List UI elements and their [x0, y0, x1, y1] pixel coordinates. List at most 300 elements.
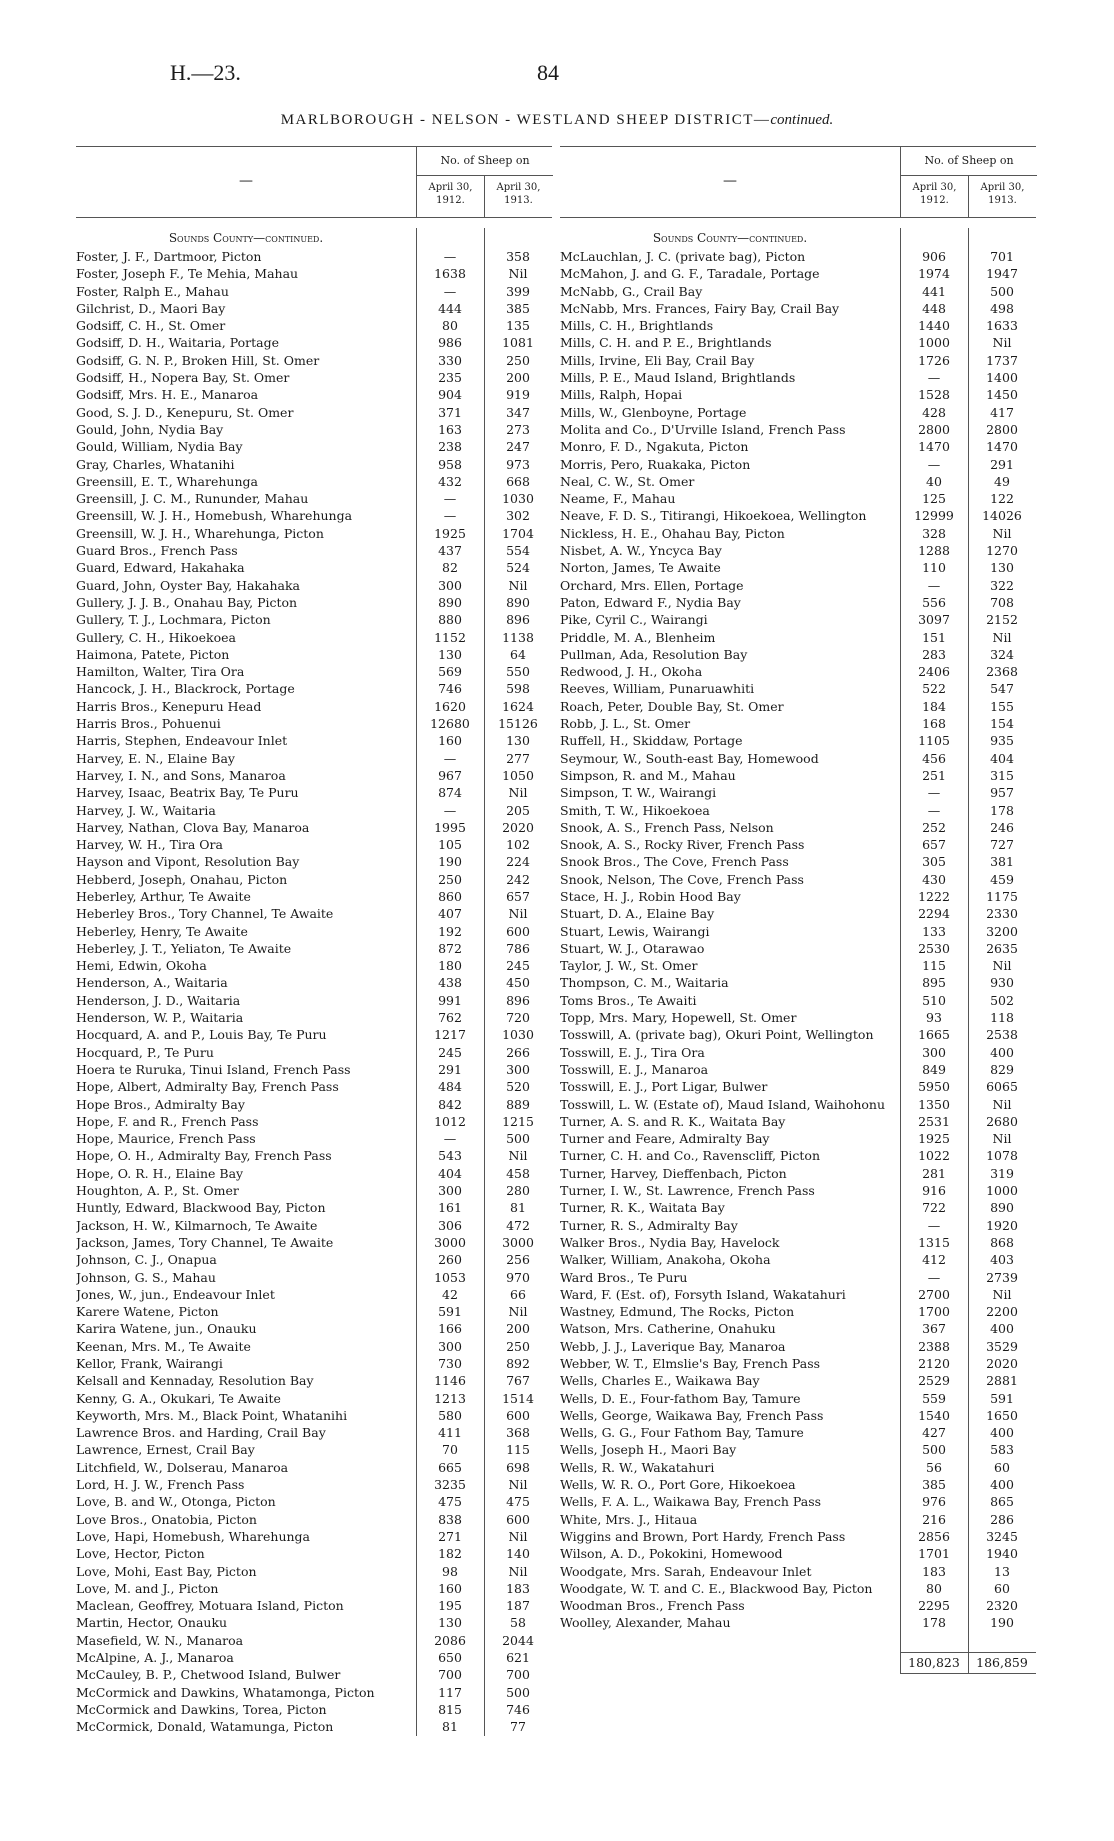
table-row: [560, 923, 1036, 940]
owner-name: Morris, Pero, Ruakaka, Picton: [560, 456, 751, 472]
sheep-1912: 411: [438, 1425, 462, 1441]
owner-name: Hoera te Ruruka, Tinui Island, French Pass: [76, 1061, 351, 1077]
sheep-1912: 2406: [918, 664, 950, 680]
table-row: [560, 853, 1036, 870]
sheep-1913: 930: [990, 975, 1014, 991]
owner-name: Snook, Nelson, The Cove, French Pass: [560, 871, 804, 887]
table-row: [76, 386, 552, 403]
sheep-1912: 2120: [918, 1356, 950, 1371]
sheep-1913: 2739: [986, 1269, 1018, 1285]
sheep-1913: Nil: [992, 958, 1012, 974]
owner-name: Wells, F. A. L., Waikawa Bay, French Pass: [560, 1494, 822, 1510]
title-continued: continued.: [770, 112, 834, 128]
sheep-1912: 93: [926, 1010, 942, 1026]
sheep-1912: 192: [438, 923, 462, 939]
sheep-1913: 1737: [986, 352, 1018, 368]
table-row: [76, 1355, 552, 1372]
sheep-1912: 1925: [434, 525, 466, 541]
table-row: [560, 283, 1036, 300]
sheep-1912: 190: [438, 854, 462, 870]
owner-name: Stuart, Lewis, Wairangi: [560, 923, 710, 939]
owner-name: Woolley, Alexander, Mahau: [560, 1615, 731, 1631]
sheep-1913: 520: [506, 1079, 530, 1095]
sheep-1913: 767: [506, 1373, 530, 1389]
owner-name: Turner, A. S. and R. K., Waitata Bay: [560, 1113, 786, 1129]
sheep-1912: 300: [922, 1044, 946, 1060]
sheep-1912: 110: [922, 560, 946, 576]
table-row: [76, 473, 552, 490]
sheep-1912: 500: [922, 1442, 946, 1458]
table-row: [76, 940, 552, 957]
table-row: [76, 646, 552, 663]
owner-name: Watson, Mrs. Catherine, Onahuku: [560, 1321, 776, 1337]
sheep-1912: 976: [922, 1494, 946, 1510]
table-row: [76, 438, 552, 455]
table-row: [76, 680, 552, 697]
right-column: [560, 146, 1036, 1674]
sheep-1912: —: [443, 802, 457, 818]
table-row: [76, 594, 552, 611]
owner-name: Good, S. J. D., Kenepuru, St. Omer: [76, 404, 294, 420]
table-row: [560, 352, 1036, 369]
sheep-1912: —: [443, 508, 457, 524]
table-row: [560, 1234, 1036, 1251]
table-row: [76, 1459, 552, 1476]
sheep-1913: 400: [990, 1321, 1014, 1337]
owner-name: Wells, George, Waikawa Bay, French Pass: [560, 1407, 824, 1423]
table-row: [76, 507, 552, 524]
table-row: [560, 404, 1036, 421]
sheep-1912: 522: [922, 681, 946, 697]
sheep-1913: 246: [990, 819, 1014, 835]
table-row: [76, 1217, 552, 1234]
sheep-1912: 2295: [918, 1598, 950, 1614]
sheep-1912: 245: [438, 1044, 462, 1060]
sheep-1913: 720: [506, 1010, 530, 1026]
table-row: [76, 1718, 552, 1735]
sheep-1913: 600: [506, 923, 530, 939]
sheep-1913: 242: [506, 871, 530, 887]
table-row: [560, 905, 1036, 922]
sheep-1912: 371: [438, 404, 462, 420]
table-row: [76, 1147, 552, 1164]
owner-name: Gilchrist, D., Maori Bay: [76, 300, 226, 316]
sheep-1912: 1528: [918, 387, 950, 403]
owner-name: Mills, Irvine, Eli Bay, Crail Bay: [560, 352, 755, 368]
table-row: [76, 853, 552, 870]
table-row: [560, 1390, 1036, 1407]
owner-name: Wilson, A. D., Pokokini, Homewood: [560, 1546, 783, 1562]
owner-name: Harvey, Nathan, Clova Bay, Manaroa: [76, 819, 310, 835]
owner-name: Hebberd, Joseph, Onahau, Picton: [76, 871, 288, 887]
sheep-1912: —: [443, 750, 457, 766]
table-row: [560, 888, 1036, 905]
sheep-1913: 385: [506, 300, 530, 316]
sheep-1913: 417: [990, 404, 1014, 420]
sheep-1913: 115: [506, 1442, 530, 1458]
owner-name: Greensill, E. T., Wharehunga: [76, 473, 258, 489]
sheep-1913: 155: [990, 698, 1014, 714]
sheep-1912: 330: [438, 352, 462, 368]
owner-name: Heberley Bros., Tory Channel, Te Awaite: [76, 906, 334, 922]
sheep-1912: 591: [438, 1304, 462, 1320]
table-row: [76, 732, 552, 749]
sheep-1912: 2530: [918, 940, 950, 956]
sheep-1912: 427: [922, 1425, 946, 1441]
owner-name: Gullery, J. J. B., Onahau Bay, Picton: [76, 594, 298, 610]
sheep-1913: Nil: [992, 525, 1012, 541]
table-row: [76, 923, 552, 940]
table-row: [560, 1441, 1036, 1458]
owner-name: Gray, Charles, Whatanihi: [76, 456, 235, 472]
sheep-1912: —: [927, 577, 941, 593]
table-row: [560, 750, 1036, 767]
table-row: [560, 767, 1036, 784]
sheep-1913: 786: [506, 940, 530, 956]
table-row: [76, 767, 552, 784]
sheep-1913: 708: [990, 594, 1014, 610]
owner-name: Hope, Albert, Admiralty Bay, French Pass: [76, 1079, 339, 1095]
owner-name: Guard, Edward, Hakahaka: [76, 560, 245, 576]
sheep-1913: 302: [506, 508, 530, 524]
sheep-1913: 500: [506, 1684, 530, 1700]
sheep-1913: Nil: [508, 906, 528, 922]
sheep-1913: 118: [990, 1010, 1014, 1026]
sheep-1913: 472: [506, 1217, 530, 1233]
sheep-1913: 3529: [986, 1338, 1018, 1354]
sheep-1913: 1030: [502, 1027, 534, 1043]
sheep-1912: 70: [442, 1442, 458, 1458]
total-row: [560, 1652, 1036, 1674]
sheep-1912: 271: [438, 1528, 462, 1544]
sheep-1912: 1540: [918, 1407, 950, 1423]
table-row: [560, 871, 1036, 888]
sheep-1913: 746: [506, 1701, 530, 1717]
sheep-1912: 842: [438, 1096, 462, 1112]
owner-name: McCauley, B. P., Chetwood Island, Bulwer: [76, 1667, 341, 1683]
table-row: [560, 438, 1036, 455]
table-row: [560, 974, 1036, 991]
sheep-1913: 66: [510, 1286, 526, 1302]
owner-name: Hope, O. H., Admiralty Bay, French Pass: [76, 1148, 332, 1164]
owner-name: Roach, Peter, Double Bay, St. Omer: [560, 698, 784, 714]
sheep-1912: 125: [922, 491, 946, 507]
table-row: [76, 974, 552, 991]
sheep-1912: 762: [438, 1010, 462, 1026]
sheep-1913: 81: [510, 1200, 526, 1216]
owner-name: Wells, Charles E., Waikawa Bay: [560, 1373, 760, 1389]
table-row: [76, 663, 552, 680]
owner-name: Foster, Joseph F., Te Mehia, Mahau: [76, 266, 299, 282]
owner-name: Mills, P. E., Maud Island, Brightlands: [560, 370, 796, 386]
table-row: [76, 715, 552, 732]
sheep-1912: 151: [922, 629, 946, 645]
table-row: [76, 1130, 552, 1147]
sheep-1913: 896: [506, 612, 530, 628]
sheep-1913: 865: [990, 1494, 1014, 1510]
sheep-1912: 556: [922, 594, 946, 610]
sheep-1913: 178: [990, 802, 1014, 818]
owner-name: Guard Bros., French Pass: [76, 543, 238, 559]
sheep-1913: 598: [506, 681, 530, 697]
sheep-1913: 2680: [986, 1113, 1018, 1129]
table-row: [76, 1182, 552, 1199]
sheep-1912: 650: [438, 1650, 462, 1666]
sheep-1912: 133: [922, 923, 946, 939]
owner-name: Turner, I. W., St. Lawrence, French Pass: [560, 1183, 815, 1199]
owner-name: Godsiff, Mrs. H. E., Manaroa: [76, 387, 259, 403]
sheep-1912: 1726: [918, 352, 950, 368]
sheep-1913: Nil: [508, 785, 528, 801]
table-row: [76, 1286, 552, 1303]
sheep-1913: 591: [990, 1390, 1014, 1406]
page-title: [0, 112, 1114, 129]
sheep-1912: —: [443, 249, 457, 264]
owner-name: Neame, F., Mahau: [560, 491, 676, 507]
sheep-1912: 12680: [430, 716, 470, 732]
table-row: [560, 629, 1036, 646]
sheep-1913: 77: [510, 1719, 526, 1735]
sheep-1913: 224: [506, 854, 530, 870]
sheep-1913: 60: [994, 1580, 1010, 1596]
table-row: [76, 248, 552, 265]
table-row: [76, 1684, 552, 1701]
sheep-1912: 56: [926, 1459, 942, 1475]
owner-name: Thompson, C. M., Waitaria: [560, 975, 729, 991]
sheep-1912: 746: [438, 681, 462, 697]
table-row: [76, 802, 552, 819]
sheep-1912: 1105: [918, 733, 950, 749]
owner-name: Reeves, William, Punaruawhiti: [560, 681, 755, 697]
owner-name: Karira Watene, jun., Onauku: [76, 1321, 257, 1337]
sheep-1913: 15126: [498, 716, 538, 732]
table-row: [76, 1407, 552, 1424]
owner-name: Woodgate, W. T. and C. E., Blackwood Bay, Picton: [560, 1580, 873, 1596]
sheep-1913: 1450: [986, 387, 1018, 403]
sheep-1912: 475: [438, 1494, 462, 1510]
sheep-1912: 448: [922, 300, 946, 316]
sheep-1912: 161: [438, 1200, 462, 1216]
owner-name: Smith, T. W., Hikoekoea: [560, 802, 710, 818]
sheep-1913: 400: [990, 1425, 1014, 1441]
sheep-1912: 722: [922, 1200, 946, 1216]
table-row: [76, 1701, 552, 1718]
sheep-1913: Nil: [508, 1477, 528, 1493]
sheep-1912: 484: [438, 1079, 462, 1095]
owner-name: Mills, C. H., Brightlands: [560, 318, 714, 334]
table-row: [76, 629, 552, 646]
sheep-1913: 1470: [986, 439, 1018, 455]
sheep-1913: 1920: [986, 1217, 1018, 1233]
sheep-1912: 81: [442, 1719, 458, 1735]
table-row: [560, 1424, 1036, 1441]
table-row: [76, 577, 552, 594]
sheep-1912: 657: [922, 837, 946, 853]
owner-name: Gullery, C. H., Hikoekoea: [76, 629, 236, 645]
header-april-1912: April 30, 1912.: [900, 176, 968, 217]
sheep-1913: 190: [990, 1615, 1014, 1631]
sheep-1913: 868: [990, 1234, 1014, 1250]
table-row: [76, 1199, 552, 1216]
table-row: [76, 1632, 552, 1649]
sheep-1913: 2800: [986, 421, 1018, 437]
table-row: [76, 265, 552, 282]
owner-name: Maclean, Geoffrey, Motuara Island, Picton: [76, 1598, 344, 1614]
owner-name: Neave, F. D. S., Titirangi, Hikoekoea, Wellington: [560, 508, 867, 524]
sheep-1913: 1175: [986, 888, 1018, 904]
table-row: [560, 1493, 1036, 1510]
owner-name: McCormick and Dawkins, Whatamonga, Picton: [76, 1684, 375, 1700]
table-row: [560, 663, 1036, 680]
sheep-1913: 1940: [986, 1546, 1018, 1562]
owner-name: Wells, D. E., Four-fathom Bay, Tamure: [560, 1390, 801, 1406]
owner-name: Tosswill, L. W. (Estate of), Maud Island, Waihohonu: [560, 1096, 886, 1112]
table-row: [560, 473, 1036, 490]
sheep-1912: 432: [438, 473, 462, 489]
sheep-1913: 1400: [986, 370, 1018, 386]
table-row: [560, 577, 1036, 594]
table-row: [76, 404, 552, 421]
owner-name: Turner, R. S., Admiralty Bay: [560, 1217, 738, 1233]
sheep-1912: 815: [438, 1701, 462, 1717]
sheep-1912: 1053: [434, 1269, 466, 1285]
section-heading: Sounds County—continued.: [652, 231, 808, 245]
sheep-1912: 367: [922, 1321, 946, 1337]
sheep-1912: 1022: [918, 1148, 950, 1164]
right-table-body: [560, 228, 1036, 1674]
sheep-1912: 300: [438, 577, 462, 593]
owner-name: Masefield, W. N., Manaroa: [76, 1632, 244, 1648]
table-row: [76, 317, 552, 334]
owner-name: Henderson, J. D., Waitaria: [76, 992, 241, 1008]
sheep-1913: 403: [990, 1252, 1014, 1268]
sheep-1913: 381: [990, 854, 1014, 870]
sheep-1913: Nil: [992, 1286, 1012, 1302]
sheep-1912: —: [927, 456, 941, 472]
sheep-1912: 182: [438, 1546, 462, 1562]
sheep-1913: 554: [506, 543, 530, 559]
owner-name: Molita and Co., D'Urville Island, French Pass: [560, 421, 846, 437]
table-row: [76, 1113, 552, 1130]
sheep-1913: 498: [990, 300, 1014, 316]
sheep-1912: 130: [438, 646, 462, 662]
table-row: [76, 1009, 552, 1026]
sheep-1912: 1222: [918, 888, 950, 904]
sheep-1913: 280: [506, 1183, 530, 1199]
sheep-1912: 1974: [918, 266, 950, 282]
owner-name: Hocquard, A. and P., Louis Bay, Te Puru: [76, 1027, 327, 1043]
table-row: [76, 283, 552, 300]
table-row: [560, 456, 1036, 473]
sheep-1913: 550: [506, 664, 530, 680]
header-april-1913: April 30, 1913.: [968, 176, 1036, 217]
owner-name: Houghton, A. P., St. Omer: [76, 1183, 239, 1199]
owner-name: Gould, William, Nydia Bay: [76, 439, 243, 455]
table-row: [76, 888, 552, 905]
owner-name: Harris Bros., Pohuenui: [76, 716, 221, 732]
sheep-1913: 459: [990, 871, 1014, 887]
sheep-1912: 1213: [434, 1390, 466, 1406]
sheep-1912: 1000: [918, 335, 950, 351]
sheep-1913: 657: [506, 888, 530, 904]
table-row: [76, 525, 552, 542]
owner-name: Turner, C. H. and Co., Ravenscliff, Picton: [560, 1148, 821, 1164]
table-row: [76, 1528, 552, 1545]
sheep-1913: 49: [994, 473, 1010, 489]
table-row: [560, 836, 1036, 853]
sheep-1913: 524: [506, 560, 530, 576]
table-row: [560, 611, 1036, 628]
owner-name: Turner, R. K., Waitata Bay: [560, 1200, 725, 1216]
table-row: [560, 1476, 1036, 1493]
owner-name: Toms Bros., Te Awaiti: [560, 992, 697, 1008]
sheep-1912: 166: [438, 1321, 462, 1337]
sheep-1912: 250: [438, 871, 462, 887]
sheep-1913: 347: [506, 404, 530, 420]
sheep-1913: 1138: [502, 629, 534, 645]
left-column-header: [76, 146, 552, 218]
owner-name: Snook Bros., The Cove, French Pass: [560, 854, 789, 870]
sheep-1912: 42: [442, 1286, 458, 1302]
table-row: [560, 542, 1036, 559]
total-1912: 180,823: [900, 1652, 968, 1674]
owner-name: Greensill, W. J. H., Wharehunga, Picton: [76, 525, 324, 541]
sheep-1912: 2294: [918, 906, 950, 922]
owner-name: Hope, Maurice, French Pass: [76, 1131, 256, 1147]
sheep-1912: 1012: [434, 1113, 466, 1129]
sheep-1913: Nil: [508, 1563, 528, 1579]
owner-name: McAlpine, A. J., Manaroa: [76, 1650, 234, 1666]
table-row: [76, 1096, 552, 1113]
sheep-1913: 547: [990, 681, 1014, 697]
sheep-1913: 1030: [502, 491, 534, 507]
sheep-1913: 400: [990, 1477, 1014, 1493]
owner-name: Love, Hapi, Homebush, Wharehunga: [76, 1528, 311, 1544]
owner-name: Nickless, H. E., Ohahau Bay, Picton: [560, 525, 785, 541]
owner-name: Guard, John, Oyster Bay, Hakahaka: [76, 577, 300, 593]
table-row: [560, 1217, 1036, 1234]
sheep-1912: 3097: [918, 612, 950, 628]
table-row: [76, 905, 552, 922]
owner-name: Orchard, Mrs. Ellen, Portage: [560, 577, 744, 593]
sheep-1912: 98: [442, 1563, 458, 1579]
sheep-1912: 543: [438, 1148, 462, 1164]
table-row: [560, 559, 1036, 576]
owner-name: Wells, Joseph H., Maori Bay: [560, 1442, 737, 1458]
sheep-1912: 178: [922, 1615, 946, 1631]
sheep-1912: —: [443, 491, 457, 507]
sheep-1912: 168: [922, 716, 946, 732]
owner-name: Hocquard, P., Te Puru: [76, 1044, 214, 1060]
table-row: [560, 698, 1036, 715]
sheep-1912: —: [927, 1269, 941, 1285]
owner-name: McNabb, Mrs. Frances, Fairy Bay, Crail Bay: [560, 300, 840, 316]
sheep-1913: Nil: [508, 266, 528, 282]
table-row: [560, 1407, 1036, 1424]
sheep-1912: —: [443, 283, 457, 299]
owner-name: Woodman Bros., French Pass: [560, 1598, 745, 1614]
sheep-1913: 60: [994, 1459, 1010, 1475]
sheep-1912: 1217: [434, 1027, 466, 1043]
sheep-1912: 12999: [914, 508, 954, 524]
table-row: [76, 1666, 552, 1683]
table-row: [560, 1113, 1036, 1130]
owner-name: Johnson, G. S., Mahau: [76, 1269, 216, 1285]
owner-name: Monro, F. D., Ngakuta, Picton: [560, 439, 749, 455]
sheep-1913: 700: [506, 1667, 530, 1683]
owner-name: Walker Bros., Nydia Bay, Havelock: [560, 1234, 780, 1250]
header-dash: —: [723, 173, 737, 189]
